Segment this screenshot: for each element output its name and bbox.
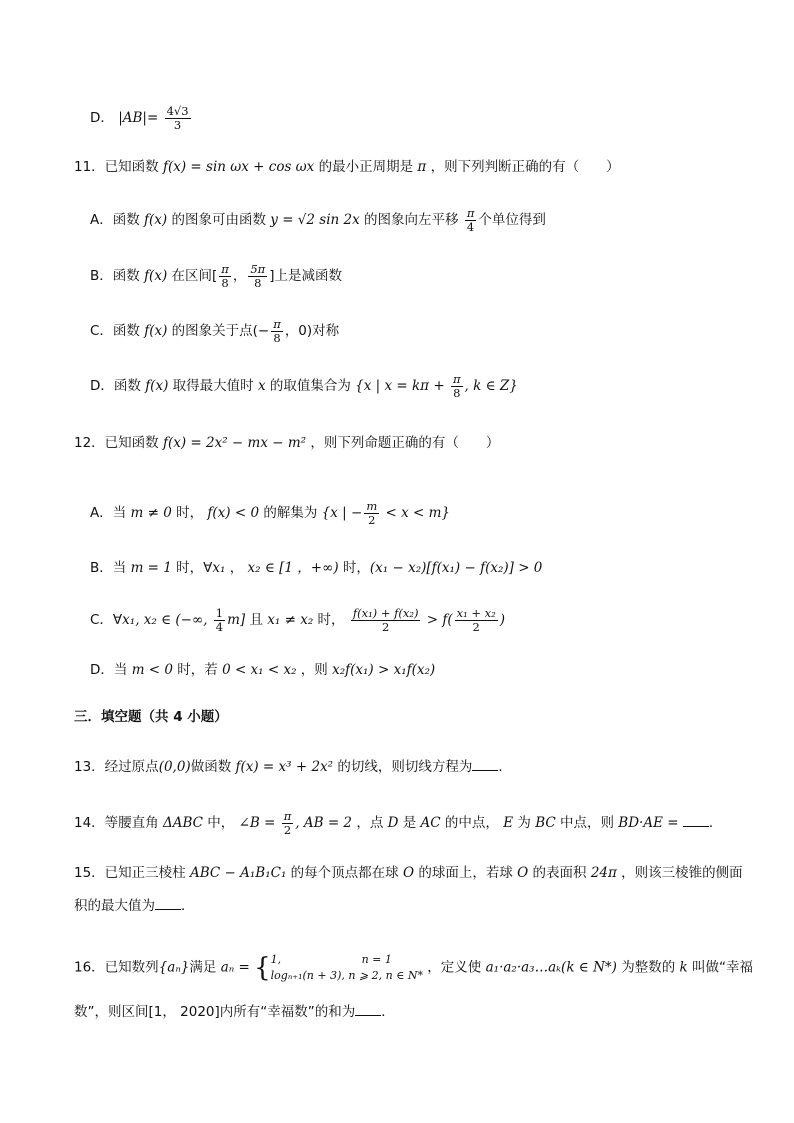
text: ． [498,759,512,775]
math-expr: f(x) [144,212,168,228]
text: 的图象可由函数 [167,212,271,228]
math-expr: f(x) = x³ + 2x² [235,759,334,775]
math-expr: f(x) [144,268,168,284]
fraction: $\frac{\text{x₁ + x₂}}{2}$ [456,606,496,634]
math-expr: x [257,378,266,394]
math-expr: f(x) = 2x² − mx − m² [162,435,307,451]
question-16 [74,952,753,984]
text: 个单位得到 [478,212,546,228]
math-expr: O [517,865,529,881]
text: 积的最大值为 [74,898,155,914]
math-expr: 0 < x₁ < x₂ [222,662,297,678]
text: ，则 [296,662,333,678]
text: 13．经过原点 [74,759,159,775]
text: ， [225,560,248,576]
text: A．函数 [90,212,145,228]
text: 时，若 [172,662,223,678]
answer-blank [472,758,498,771]
fraction: $\frac{\pi}{8}$ [452,372,461,400]
math-expr: f(x) [145,378,169,394]
question-14 [74,810,722,837]
math-expr: m = 1 [130,560,172,576]
math-expr: , AB = 2 [295,815,353,831]
text: 且 [245,612,268,628]
text: 满足 [189,959,221,976]
math-expr: a₁·a₂·a₃…aₖ(k ∈ N*) [485,959,617,976]
math-expr: D [387,815,399,831]
question-16-cont [74,1002,395,1022]
text: 11．已知函数 [74,159,163,175]
text: 12．已知函数 [74,435,163,451]
text: 数”，则区间[1， 2020]内所有“幸福数”的和为 [74,1004,356,1020]
question-11 [74,157,620,177]
text: C．∀ [90,612,123,628]
math-expr: > f( [422,612,453,628]
question-12 [74,433,499,453]
text: D．函数 [90,378,146,394]
left-brace-icon: { [254,953,271,983]
fraction: $\frac{\pi}{2}$ [283,809,292,837]
text: 叫做“幸福 [687,959,753,976]
text: ． [708,815,723,831]
math-expr: f(x) [144,323,168,339]
text: 在区间[ [167,268,218,284]
text: B．函数 [90,268,145,284]
text: 16．已知数列 [74,959,159,976]
option-12b [90,558,542,578]
fraction: $\frac{1}{4}$ [215,606,224,634]
math-expr: k [679,959,688,976]
math-expr: BD·AE = [618,815,683,831]
fraction: $\frac{5\pi}{8}$ [250,262,266,290]
text: B．当 [90,560,131,576]
text: 的图象关于点(− [167,323,270,339]
text: ． [381,1004,395,1020]
text: 的最小正周期是 [314,159,418,175]
text: ，点 [352,815,388,831]
text: D．当 [90,662,132,678]
text: ，则下列判断正确的有（ ） [426,159,620,175]
text: 做函数 [190,759,236,775]
math-expr: 24π [590,865,617,881]
text: 是 [398,815,421,831]
option-label: D． [90,110,114,126]
fraction: $\frac{\text{f(x₁) + f(x₂)}}{2}$ [352,606,419,634]
math-expr: ∠B = [238,815,280,831]
math-expr: (x₁ − x₂)[f(x₁) − f(x₂)] > 0 [369,560,543,576]
math-expr: π [417,159,427,175]
text: 的球面上，若球 [414,865,518,881]
text: 中， [202,815,239,831]
text: ]上是减函数 [269,268,342,284]
text: 中点，则 [555,815,619,831]
math-expr: BC [535,815,556,831]
math-expr: f(x) < 0 [207,505,260,521]
option-11d [90,373,518,400]
option-12c [90,607,505,634]
text: 的切线，则切线方程为 [333,759,473,775]
fraction: $\frac{4√3}{3}$ [166,104,189,132]
math-expr: , k ∈ Z} [464,378,518,394]
section-heading: 三．填空题（共 4 小题） [74,709,228,725]
text: 为整数的 [616,959,680,976]
text: C．函数 [90,323,145,339]
math-expr: E [503,815,514,831]
math-expr: x₁ ≠ x₂ [267,612,314,628]
fraction: $\frac{\pi}{8}$ [221,262,229,290]
math-expr: ) [499,612,506,628]
math-expr: aₙ = [220,959,255,976]
text: 时， [338,560,370,576]
option-11a [90,207,546,234]
text: 的取值集合为 [265,378,356,394]
math-expr: < x < m} [381,505,451,521]
math-expr: x₁, x₂ ∈ (−∞, [122,612,212,628]
math-expr: y = √2 sin 2x [270,212,360,228]
text: A．当 [90,505,131,521]
fraction: $\frac{\pi}{8}$ [273,317,281,345]
text: ，定义使 [423,959,486,976]
text: 15．已知正三棱柱 [74,865,190,881]
math-expr: O [402,865,415,881]
text: 的每个顶点都在球 [286,865,403,881]
text: 的图象向左平移 [359,212,463,228]
fraction: $\frac{m}{2}$ [366,499,378,527]
math-expr: AC [420,815,441,831]
text: ，则该三棱锥的侧面 [616,865,743,881]
math-expr: f(x) = sin ωx + cos ωx [162,159,315,175]
math-expr: ABC − A₁B₁C₁ [189,865,287,881]
text: 时，∀ [171,560,213,576]
math-expr: {x | − [321,505,363,521]
math-expr: m ≠ 0 [130,505,172,521]
text: ，0)对称 [284,323,340,339]
text: 的解集为 [259,505,322,521]
math-expr: m < 0 [131,662,173,678]
math-expr: {x | x = kπ + [355,378,449,394]
text: 的中点， [440,815,504,831]
math-expr: {aₙ} [158,959,190,976]
question-15-cont [74,896,195,916]
option-12d [90,660,435,680]
piecewise-cases: 1, n = 1 logₙ₊₁(n + 3), n ⩾ 2, n ∈ N* [270,953,424,982]
question-13 [74,757,512,777]
math-expr: |AB|= [118,110,159,126]
text: ，则下列命题正确的有（ ） [306,435,500,451]
text: 14．等腰直角 [74,815,163,831]
option-11c [90,318,339,345]
text: 时， [313,612,349,628]
option-11b [90,263,342,290]
math-expr: x₂ ∈ [1 ，+∞) [247,560,339,576]
fraction: $\frac{\pi}{4}$ [466,206,475,234]
question-15 [74,863,743,883]
math-expr: ΔABC [162,815,203,831]
answer-blank [683,814,709,827]
math-expr: x₁ [212,560,226,576]
math-expr: x₂f(x₁) > x₁f(x₂) [332,662,436,678]
text: ． [181,898,195,914]
text: 取得最大值时 [168,378,258,394]
math-expr: m] [227,612,246,628]
math-expr: (0,0) [158,759,191,775]
text: ， [232,268,247,284]
answer-blank [355,1003,381,1016]
text: 时， [171,505,208,521]
option-10d [90,105,193,132]
option-12a [90,500,450,527]
text: 为 [513,815,536,831]
text: 的表面积 [528,865,591,881]
answer-blank [155,897,181,910]
